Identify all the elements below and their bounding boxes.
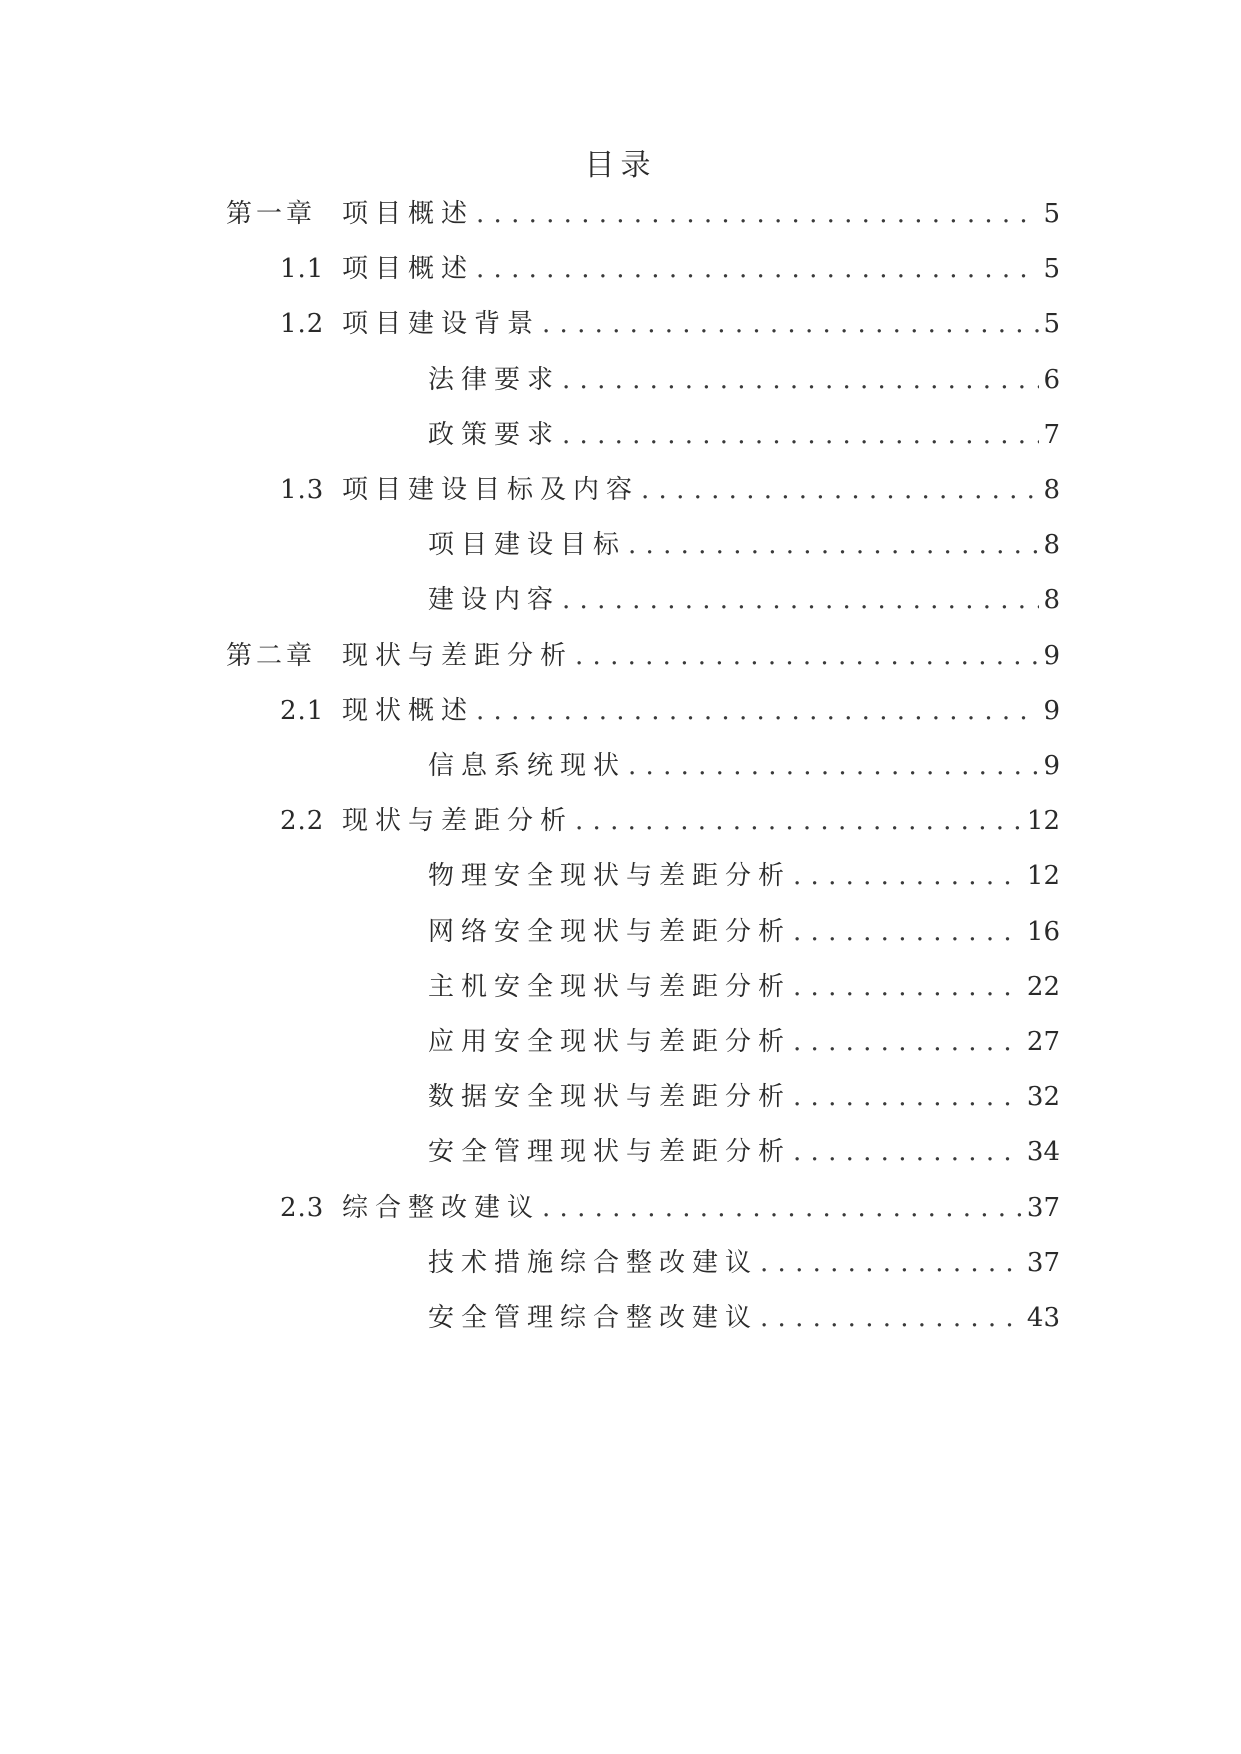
dot-leader	[560, 360, 1039, 400]
toc-entry-title: 信息系统现状	[428, 751, 627, 781]
toc-entry-title: 安全管理现状与差距分析	[428, 1137, 792, 1168]
page-number: 8	[1043, 585, 1060, 616]
toc-entry[interactable]	[428, 580, 1060, 620]
chapter-number: 第二章	[226, 640, 317, 671]
dot-leader	[573, 636, 1039, 676]
toc-entry[interactable]	[428, 415, 1060, 455]
toc-entry-title: 物理安全现状与差距分析	[428, 861, 792, 892]
dot-leader	[560, 415, 1039, 455]
toc-entry[interactable]	[428, 967, 1060, 1007]
toc-entry[interactable]	[280, 1188, 1060, 1228]
page-number: 12	[1026, 861, 1060, 892]
page-number: 37	[1026, 1192, 1060, 1223]
dot-leader	[791, 1132, 1023, 1172]
toc-entry-title: 主机安全现状与差距分析	[428, 971, 792, 1002]
dot-leader	[791, 912, 1023, 952]
toc-entry-title: 现状概述	[342, 695, 475, 726]
toc-entry-title: 安全管理综合整改建议	[428, 1303, 759, 1333]
toc-entry-title: 法律要求	[428, 364, 561, 395]
dot-leader	[560, 580, 1039, 620]
section-number: 2.3	[280, 1192, 325, 1223]
dot-leader	[791, 856, 1023, 896]
page-number: 9	[1043, 640, 1060, 671]
section-number: 2.2	[280, 806, 325, 837]
toc-entry[interactable]	[428, 525, 1060, 565]
toc-entry-title: 项目建设目标及内容	[342, 475, 640, 505]
toc-entry-title: 数据安全现状与差距分析	[428, 1082, 792, 1113]
section-number: 2.1	[280, 695, 325, 726]
dot-leader	[791, 1077, 1023, 1117]
page-number: 9	[1043, 751, 1060, 781]
dot-leader	[639, 470, 1039, 510]
toc-entry-title: 应用安全现状与差距分析	[428, 1027, 792, 1057]
dot-leader	[474, 249, 1039, 289]
dot-leader	[474, 194, 1039, 234]
toc-entry-title: 项目建设目标	[428, 530, 627, 561]
page-number: 12	[1026, 806, 1060, 837]
page-number: 37	[1026, 1247, 1060, 1278]
toc-entry-title: 现状与差距分析	[342, 806, 574, 837]
toc-entry-title: 政策要求	[428, 419, 561, 450]
page-number: 9	[1043, 695, 1060, 726]
toc-entry-title: 现状与差距分析	[342, 640, 574, 671]
toc-entry[interactable]	[428, 1022, 1060, 1062]
toc-entry-title: 网络安全现状与差距分析	[428, 916, 792, 947]
toc-entry[interactable]	[280, 801, 1060, 841]
page-number: 5	[1043, 309, 1060, 340]
toc-entry[interactable]	[280, 249, 1060, 289]
toc-entry-title: 项目概述	[342, 199, 475, 229]
dot-leader	[758, 1243, 1023, 1283]
toc-entry[interactable]	[428, 1132, 1060, 1172]
toc-entry[interactable]	[428, 1243, 1060, 1283]
toc-entry[interactable]	[428, 1077, 1060, 1117]
toc-entry-title: 项目建设背景	[342, 309, 541, 340]
section-number: 1.3	[280, 475, 325, 505]
toc-entry-title: 技术措施综合整改建议	[428, 1247, 759, 1278]
toc-entry[interactable]	[428, 912, 1060, 952]
chapter-number: 第一章	[226, 199, 317, 229]
page-number: 8	[1043, 530, 1060, 561]
section-number: 1.2	[280, 309, 325, 340]
dot-leader	[474, 691, 1039, 731]
toc-entry[interactable]	[428, 856, 1060, 896]
toc-entry[interactable]	[280, 304, 1060, 344]
page-number: 8	[1043, 475, 1060, 505]
dot-leader	[626, 746, 1039, 786]
page-number: 27	[1026, 1027, 1060, 1057]
toc-entry-title: 项目概述	[342, 254, 475, 285]
page-title: 目录	[584, 148, 657, 183]
toc-entry[interactable]	[280, 691, 1060, 731]
dot-leader	[758, 1298, 1023, 1338]
dot-leader	[573, 801, 1023, 841]
toc-entry[interactable]	[280, 470, 1060, 510]
dot-leader	[791, 1022, 1023, 1062]
section-number: 1.1	[280, 254, 325, 285]
toc-entry[interactable]	[428, 746, 1060, 786]
page-number: 16	[1026, 916, 1060, 947]
toc-entry[interactable]	[428, 1298, 1060, 1338]
page-number: 7	[1043, 419, 1060, 450]
toc-entry-title: 综合整改建议	[342, 1192, 541, 1223]
page-number: 34	[1026, 1137, 1060, 1168]
page-number: 5	[1043, 199, 1060, 229]
toc-entry-title: 建设内容	[428, 585, 561, 616]
toc-entry[interactable]	[428, 360, 1060, 400]
page-number: 6	[1043, 364, 1060, 395]
page-number: 5	[1043, 254, 1060, 285]
toc-entry[interactable]	[226, 636, 1060, 676]
dot-leader	[540, 1188, 1023, 1228]
page-number: 43	[1026, 1303, 1060, 1333]
toc-entry[interactable]	[226, 194, 1060, 234]
dot-leader	[791, 967, 1023, 1007]
dot-leader	[540, 304, 1039, 344]
page-number: 32	[1026, 1082, 1060, 1113]
page-number: 22	[1026, 971, 1060, 1002]
dot-leader	[626, 525, 1039, 565]
